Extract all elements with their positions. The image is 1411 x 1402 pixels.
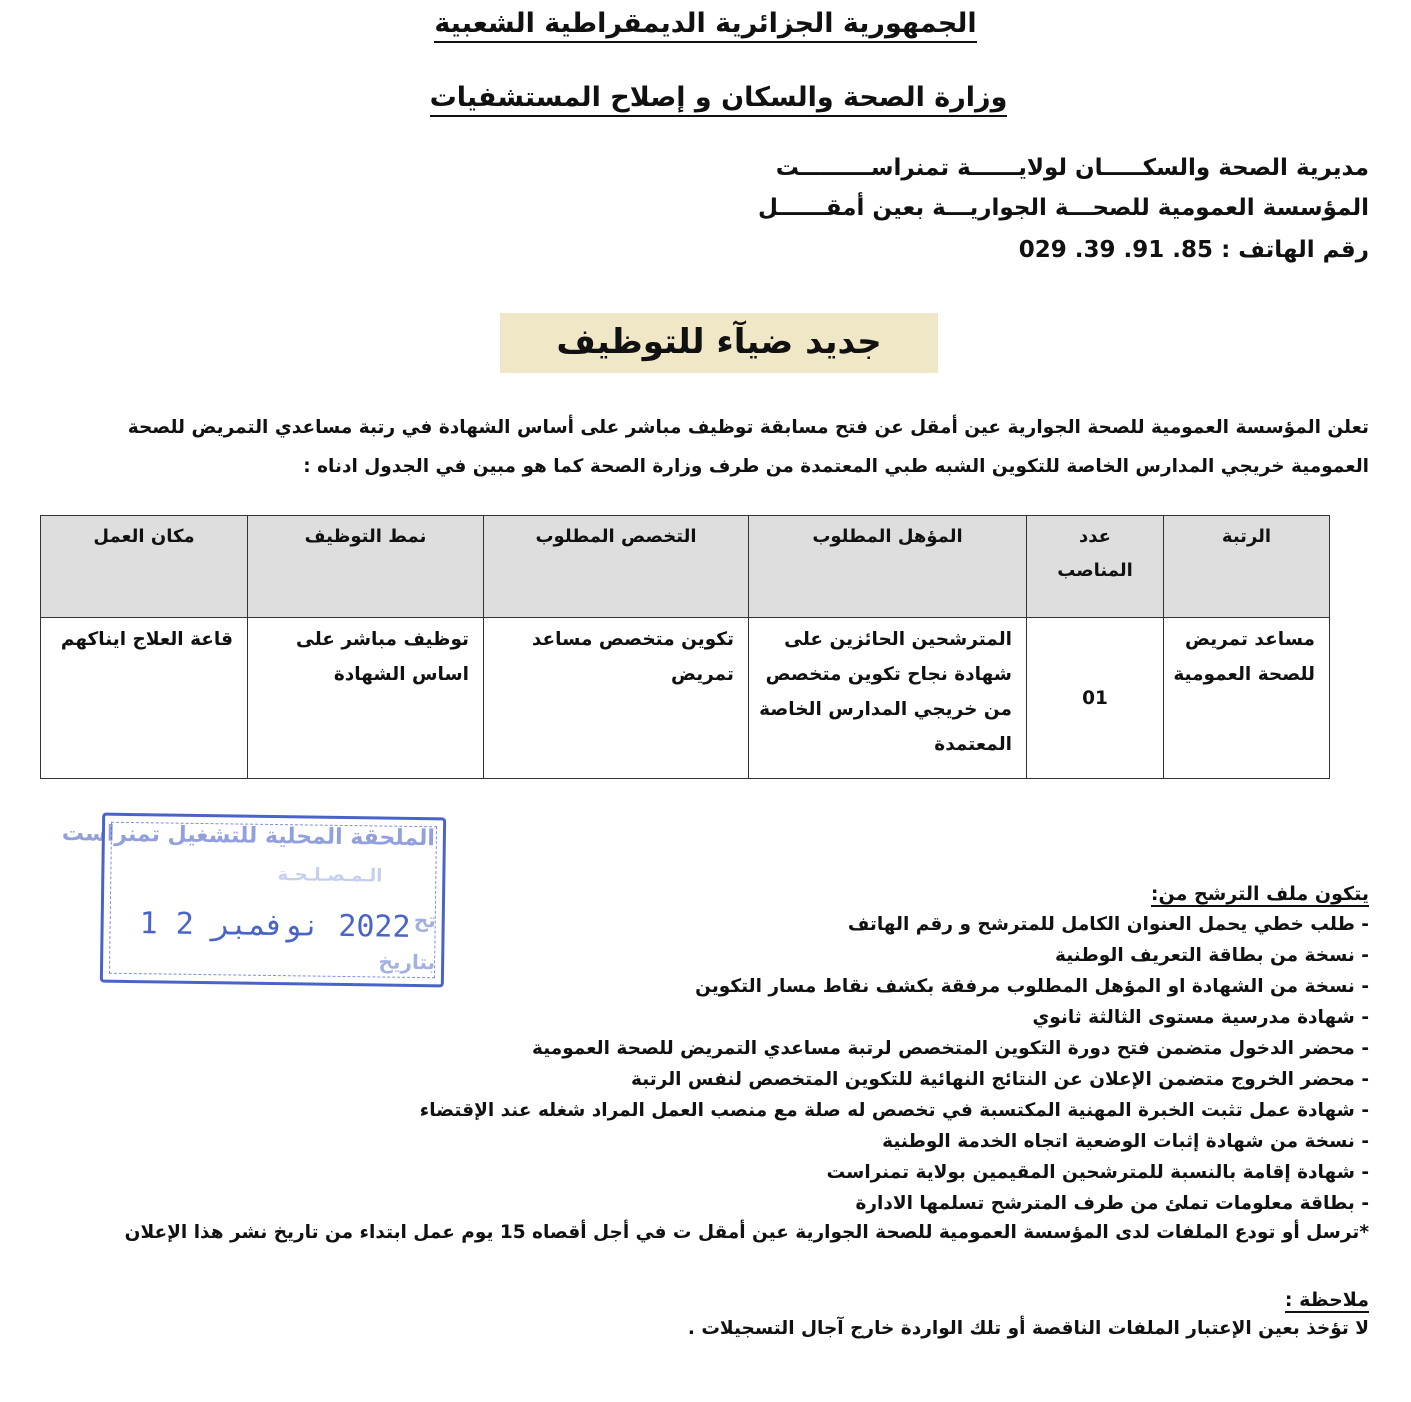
cell-qualification (749, 618, 1027, 779)
list-item: - بطاقة معلومات تملئ من طرف المترشح تسلمها الادارة (855, 1193, 1369, 1214)
cell-workplace: قاعة العلاج ايناكهم (41, 618, 248, 779)
cell-mode (248, 618, 484, 779)
stamp-line-2: الـمـصـلـحـة (277, 864, 383, 887)
cell-qualification-line-1: المترشحين الحائزين على (784, 629, 1012, 650)
list-item: - محضر الخروج متضمن الإعلان عن النتائج النهائية للتكوين المتخصص لنفس الرتبة (630, 1069, 1369, 1090)
note-heading: ملاحظة : (1284, 1289, 1369, 1311)
ministry-title (0, 82, 1411, 113)
list-item: - نسخة من شهادة إثبات الوضعية اتجاه الخدمة الوطنية (882, 1131, 1369, 1152)
cell-count: 01 (1027, 618, 1164, 779)
intro-line-2: العمومية خريجي المدارس الخاصة للتكوين الشبه طبي المعتمدة من طرف وزارة الصحة كما هو مبين في الجدول ادناه : (303, 456, 1369, 477)
file-heading: يتكون ملف الترشح من: (1150, 883, 1369, 905)
cell-mode-line-1: توظيف مباشر على (296, 629, 469, 650)
header-count-line-1: عدد (1079, 526, 1111, 547)
cell-mode-line-2: اساس الشهادة (333, 664, 469, 685)
header-rank: الرتبة (1164, 516, 1330, 618)
list-item: - شهادة عمل تثبت الخبرة المهنية المكتسبة في تخصص له صلة مع منصب العمل المراد شغله عند الإقتضاء (419, 1100, 1369, 1121)
header-workplace: مكان العمل (41, 516, 248, 618)
list-item: - محضر الدخول متضمن فتح دورة التكوين المتخصص لرتبة مساعدي التمريض للصحة العمومية (532, 1038, 1369, 1059)
cell-rank-line-1: مساعد تمريض (1184, 629, 1315, 650)
header-count (1027, 516, 1164, 618)
stamp-line-1: الملحقة المحلية للتشغيل تمنراست (61, 821, 436, 852)
header-qualification: المؤهل المطلوب (749, 516, 1027, 618)
ministry-title-text: وزارة الصحة والسكان و إصلاح المستشفيات (430, 82, 1008, 117)
cell-specialty-line-2: تمريض (670, 664, 734, 685)
republic-title (0, 8, 1411, 39)
office-stamp (61, 813, 446, 988)
table-header-row (41, 516, 1330, 618)
list-item: - نسخة من بطاقة التعريف الوطنية (1055, 945, 1369, 966)
cell-qualification-line-3: من خريجي المدارس الخاصة (759, 699, 1012, 720)
list-item: - شهادة مدرسية مستوى الثالثة ثانوي (1032, 1007, 1369, 1028)
recruitment-banner (500, 313, 938, 373)
establishment-name: المؤسسة العمومية للصحـــة الجواريـــة بعين أمقــــــل (758, 195, 1369, 221)
stamp-date: 2022 نوفمبر 2 1 (139, 906, 411, 945)
cell-rank-line-2: للصحة العمومية (1173, 664, 1315, 685)
intro-line-1: تعلن المؤسسة العمومية للصحة الجوارية عين أمقل عن فتح مسابقة توظيف مباشر على أساس الشهادة في رتبة مساعدي التمريض للصحة (127, 417, 1369, 438)
banner-text: جديد ضيآء للتوظيف (556, 322, 882, 362)
list-item: - طلب خطي يحمل العنوان الكامل للمترشح و رقم الهاتف (847, 914, 1369, 935)
cell-specialty (484, 618, 749, 779)
positions-table (40, 515, 1330, 779)
header-mode: نمط التوظيف (248, 516, 484, 618)
table-row (41, 618, 1330, 779)
list-item: - نسخة من الشهادة او المؤهل المطلوب مرفقة بكشف نقاط مسار التكوين (695, 976, 1369, 997)
directorate-name: مديرية الصحة والسكـــــان لولايــــــة تمنراســـــــــت (775, 155, 1369, 181)
stamp-mark-2: بتاريخ (378, 949, 436, 975)
stamp-mark-1: تح (413, 907, 436, 933)
cell-specialty-line-1: تكوين متخصص مساعد (531, 629, 734, 650)
note-text: لا تؤخذ بعين الإعتبار الملفات الناقصة أو تلك الواردة خارج آجال التسجيلات . (687, 1318, 1369, 1339)
cell-rank (1164, 618, 1330, 779)
cell-qualification-line-2: شهادة نجاح تكوين متخصص (765, 664, 1012, 685)
required-documents-list (420, 909, 1369, 1219)
header-specialty: التخصص المطلوب (484, 516, 749, 618)
deposit-instructions: *ترسل أو تودع الملفات لدى المؤسسة العمومية للصحة الجوارية عين أمقل ت في أجل أقصاه 15 يوم عمل ابتداء من تاريخ نشر هذا الإعلان (124, 1222, 1369, 1243)
republic-title-text: الجمهورية الجزائرية الديمقراطية الشعبية (434, 8, 976, 43)
list-item: - شهادة إقامة بالنسبة للمترشحين المقيمين بولاية تمنراست (826, 1162, 1369, 1183)
header-count-line-2: المناصب (1057, 560, 1133, 581)
cell-qualification-line-4: المعتمدة (934, 734, 1012, 755)
phone-number: رقم الهاتف : 85. 91. 39. 029 (1018, 237, 1369, 263)
